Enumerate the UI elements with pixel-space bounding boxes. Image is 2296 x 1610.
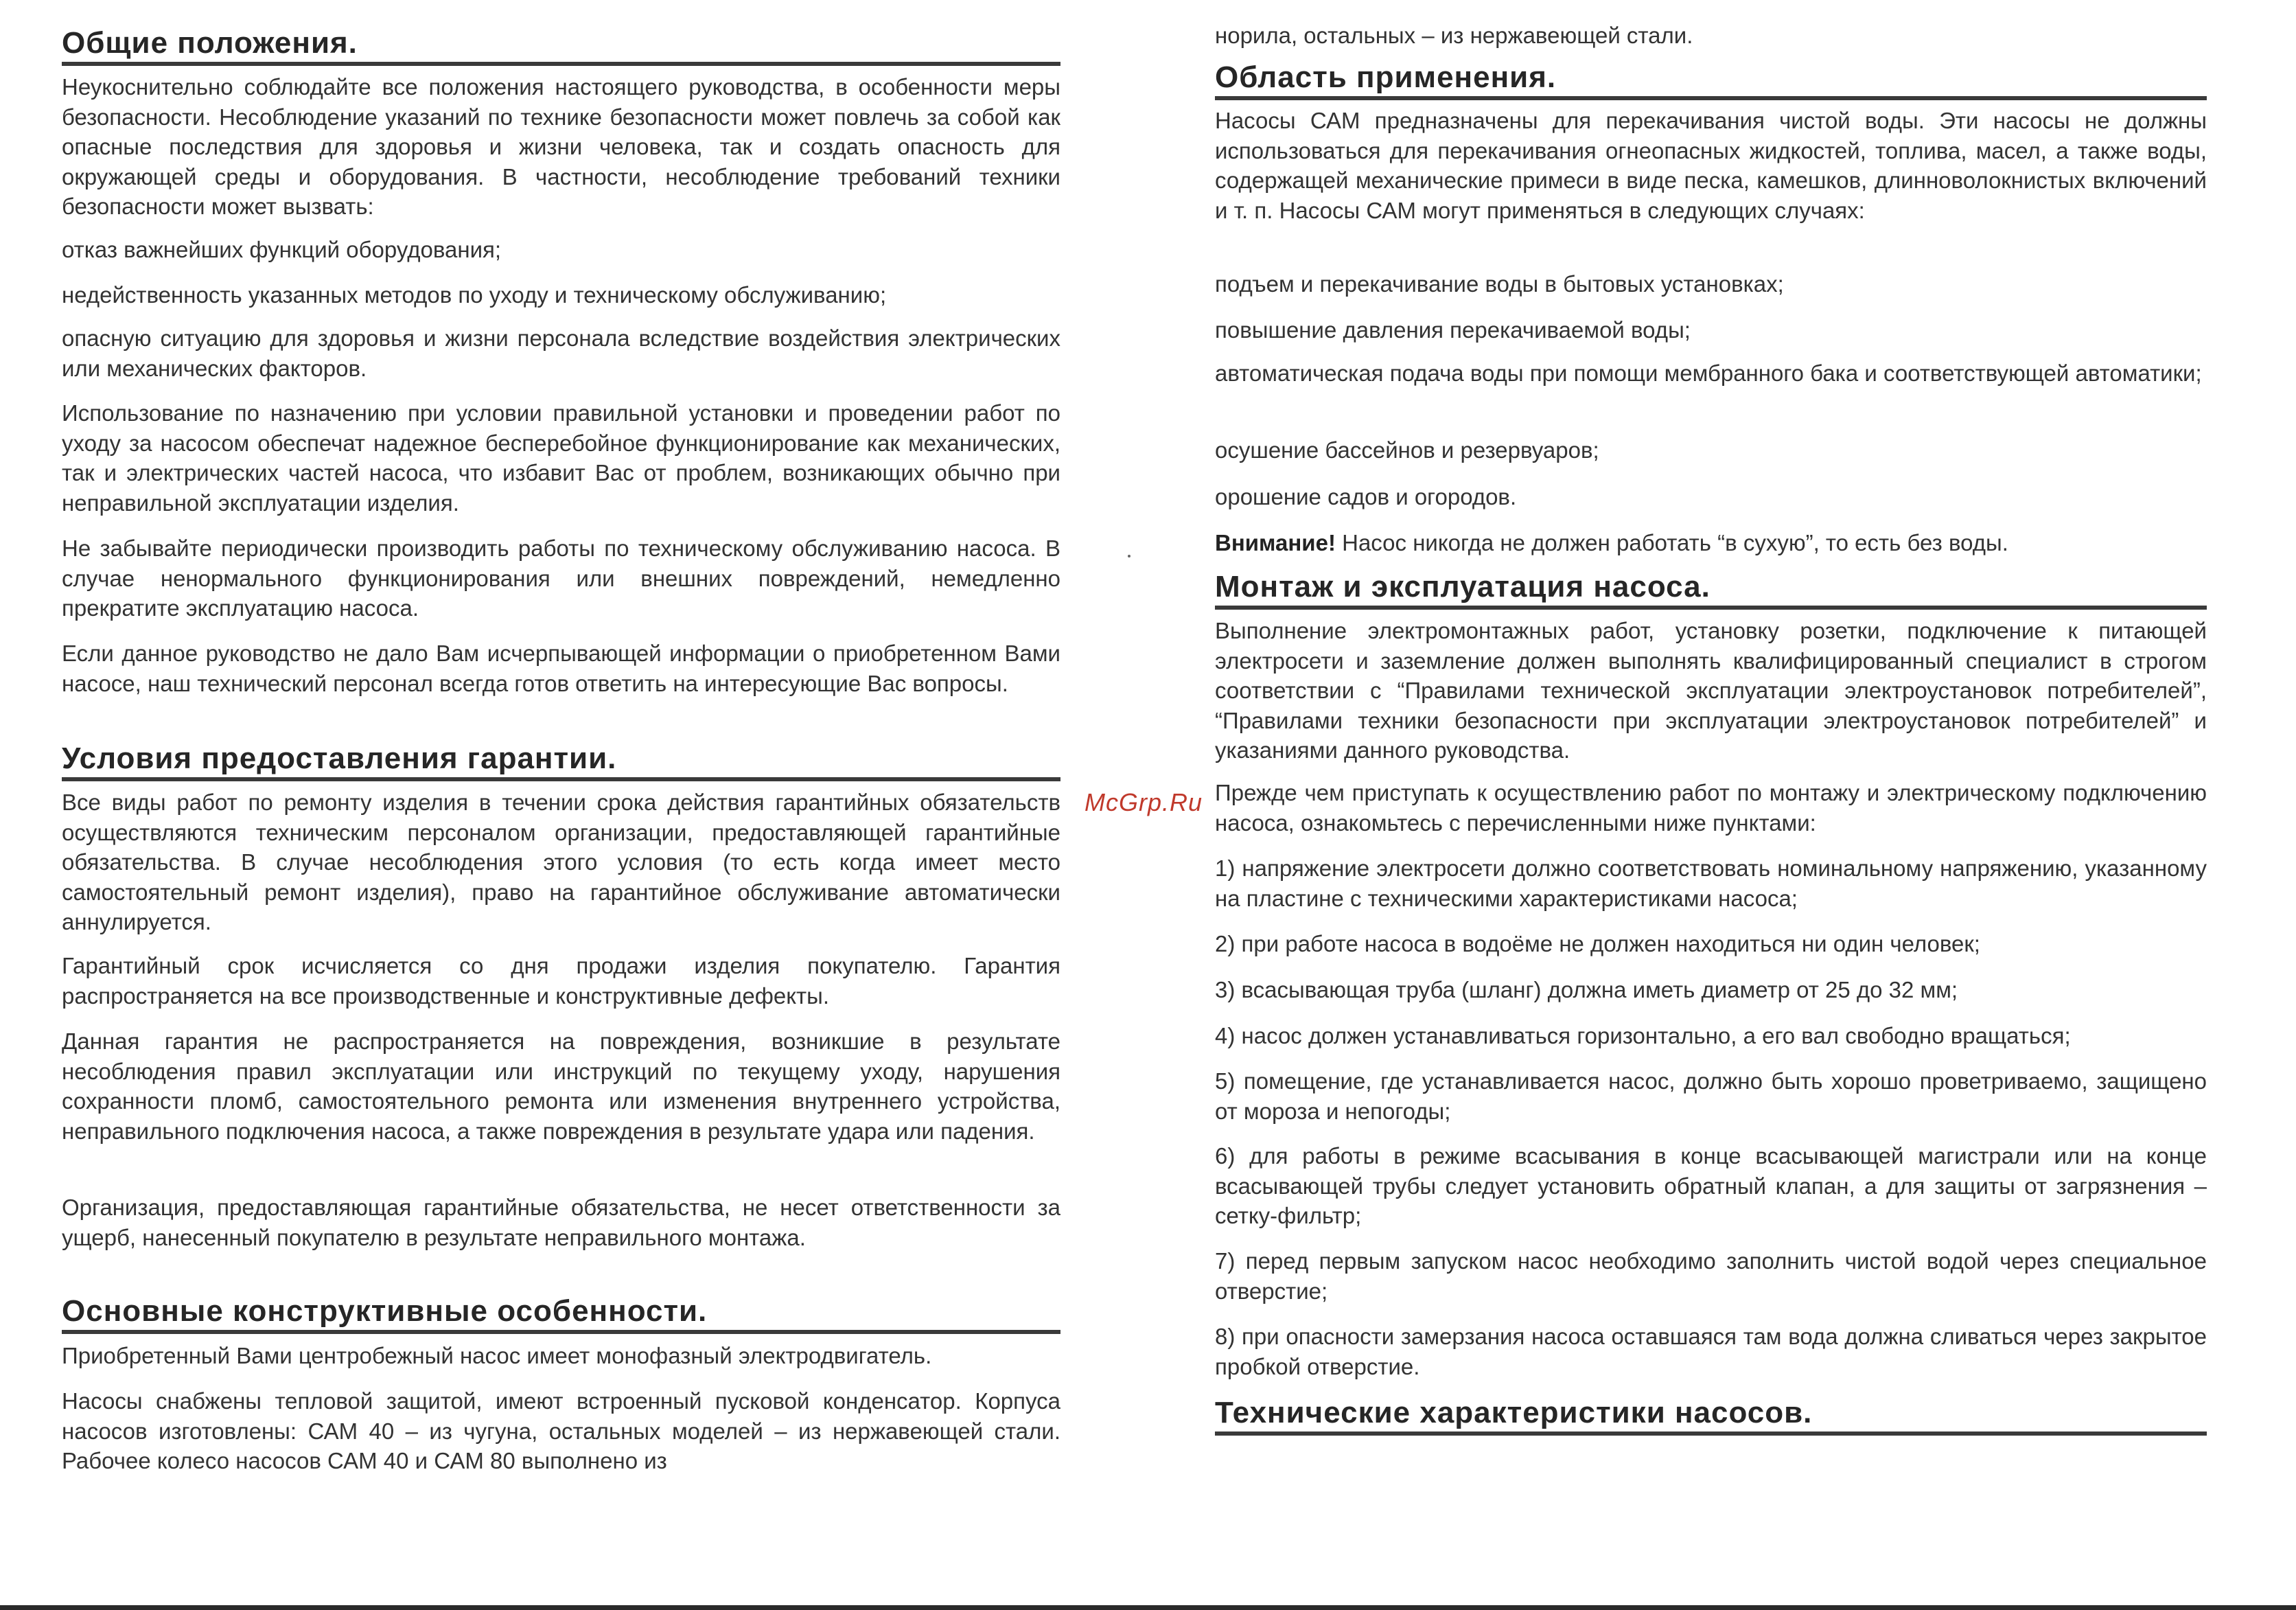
scan-artifact <box>1128 555 1130 557</box>
warranty-paragraph-4: Организация, предоставляющая гарантийные обязательства, не несет ответственности за ущерб, нанесенный покупателю в результате неправильного монтажа. <box>62 1195 1060 1250</box>
general-paragraph-1: Неукоснительно соблюдайте все положения настоящего руководства, в особенности меры безопасности. Несоблюдение указаний по технике безопасности может повлечь за собой как опасные последствия для здоровья и жизни человека, так и создать опасность для окружающей среды и оборудования. В частности, несоблюдение требований техники безопасности может вызвать: <box>62 74 1060 219</box>
installation-item-8: 8) при опасности замерзания насоса оставшаяся там вода должна сливаться через закрытое пробкой отверстие. <box>1215 1324 2207 1379</box>
warranty-paragraph-1: Все виды работ по ремонту изделия в течении срока действия гарантийных обязательств осуществляются техническим персоналом организации, предоставляющей гарантийные обязательства. В случае несоблюдения этого условия (то есть когда имеет место самостоятельный ремонт изделия), право на гарантийное обслуживание автоматически аннулируется. <box>62 790 1060 934</box>
heading-specs: Технические характеристики насосов. <box>1215 1396 2207 1436</box>
heading-application: Область применения. <box>1215 60 2207 100</box>
installation-item-4: 4) насос должен устанавливаться горизонтально, а его вал свободно вращаться; <box>1215 1023 2071 1048</box>
warning-label: Внимание! <box>1215 530 1336 555</box>
heading-design: Основные конструктивные особенности. <box>62 1294 1060 1334</box>
general-paragraph-2: отказ важнейших функций оборудования; <box>62 237 502 262</box>
warning-text: Насос никогда не должен работать “в сухую”, то есть без воды. <box>1335 530 2008 555</box>
installation-item-5: 5) помещение, где устанавливается насос, должно быть хорошо проветриваемо, защищено от мороза и непогоды; <box>1215 1068 2207 1124</box>
installation-item-2: 2) при работе насоса в водоёме не должен находиться ни один человек; <box>1215 931 1980 956</box>
heading-warranty: Условия предоставления гарантии. <box>62 741 1060 781</box>
general-paragraph-3: недейственность указанных методов по уходу и техническому обслуживанию; <box>62 282 887 308</box>
application-paragraph-5: осушение бассейнов и резервуаров; <box>1215 437 1599 463</box>
application-paragraph-4: автоматическая подача воды при помощи мембранного бака и соответствующей автоматики; <box>1215 360 2202 386</box>
general-paragraph-4: опасную ситуацию для здоровья и жизни персонала вследствие воздействия электрических или механических факторов. <box>62 325 1060 381</box>
warning-paragraph <box>1215 528 2207 558</box>
general-paragraph-5: Использование по назначению при условии правильной установки и проведении работ по уходу за насосом обеспечат надежное бесперебойное функционирование как механических, так и электрических частей насоса, что избавит Вас от проблем, возникающих обычно при неправильной эксплуатации изделия. <box>62 400 1060 516</box>
heading-general: Общие положения. <box>62 26 1060 66</box>
bottom-scan-edge <box>0 1605 2296 1610</box>
continuation-text: норила, остальных – из нержавеющей стали. <box>1215 23 1693 48</box>
general-paragraph-6: Не забывайте периодически производить работы по техническому обслуживанию насоса. В случае ненормального функционирования или внешних повреждений, немедленно прекратите эксплуатацию насоса. <box>62 536 1060 621</box>
heading-installation: Монтаж и эксплуатация насоса. <box>1215 570 2207 610</box>
installation-paragraph-1: Выполнение электромонтажных работ, установку розетки, подключение к питающей электросети и заземление должен выполнять квалифицированный специалист в строгом соответствии с “Правилами технической эксплуатации электроустановок потребителей”, “Правилами техники безопасности при эксплуатации электроустановок потребителей” и указаниями данного руководства. <box>1215 618 2207 763</box>
installation-paragraph-2: Прежде чем приступать к осуществлению работ по монтажу и электрическому подключению насоса, ознакомьтесь с перечисленными ниже пунктами: <box>1215 780 2207 836</box>
installation-item-6: 6) для работы в режиме всасывания в конце всасывающей магистрали или на конце всасывающей трубы следует установить обратный клапан, а для защиты от загрязнения – сетку-фильтр; <box>1215 1143 2207 1228</box>
warranty-paragraph-2: Гарантийный срок исчисляется со дня продажи изделия покупателю. Гарантия распространяется на все производственные и конструктивные дефекты. <box>62 953 1060 1009</box>
application-paragraph-2: подъем и перекачивание воды в бытовых установках; <box>1215 271 1784 297</box>
application-paragraph-3: повышение давления перекачиваемой воды; <box>1215 317 1691 343</box>
installation-item-7: 7) перед первым запуском насос необходимо заполнить чистой водой через специальное отверстие; <box>1215 1248 2207 1304</box>
installation-item-1: 1) напряжение электросети должно соответствовать номинальному напряжению, указанному на пластине с техническими характеристиками насоса; <box>1215 855 2207 911</box>
warranty-paragraph-3: Данная гарантия не распространяется на повреждения, возникшие в результате несоблюдения правил эксплуатации или инструкций по текущему уходу, нарушения сохранности пломб, самостоятельного ремонта или изменения внутреннего устройства, неправильного подключения насоса, а также повреждения в результате удара или падения. <box>62 1028 1060 1144</box>
watermark-link[interactable]: McGrp.Ru <box>1085 788 1203 816</box>
application-paragraph-6: орошение садов и огородов. <box>1215 484 1517 509</box>
application-paragraph-1: Насосы САМ предназначены для перекачивания чистой воды. Эти насосы не должны использоваться для перекачивания огнеопасных жидкостей, топлива, масел, а также воды, содержащей механические примеси в виде песка, камешков, длинноволокнистых включений и т. п. Насосы САМ могут применяться в следующих случаях: <box>1215 108 2207 223</box>
general-paragraph-7: Если данное руководство не дало Вам исчерпывающей информации о приобретенном Вами насосе, наш технический персонал всегда готов ответить на интересующие Вас вопросы. <box>62 641 1060 696</box>
installation-item-3: 3) всасывающая труба (шланг) должна иметь диаметр от 25 до 32 мм; <box>1215 977 1958 1002</box>
design-paragraph-2: Насосы снабжены тепловой защитой, имеют встроенный пусковой конденсатор. Корпуса насосов изготовлены: САМ 40 – из чугуна, остальных моделей – из нержавеющей стали. Рабочее колесо насосов САМ 40 и САМ 80 выполнено из <box>62 1388 1060 1473</box>
design-paragraph-1: Приобретенный Вами центробежный насос имеет монофазный электродвигатель. <box>62 1343 932 1368</box>
